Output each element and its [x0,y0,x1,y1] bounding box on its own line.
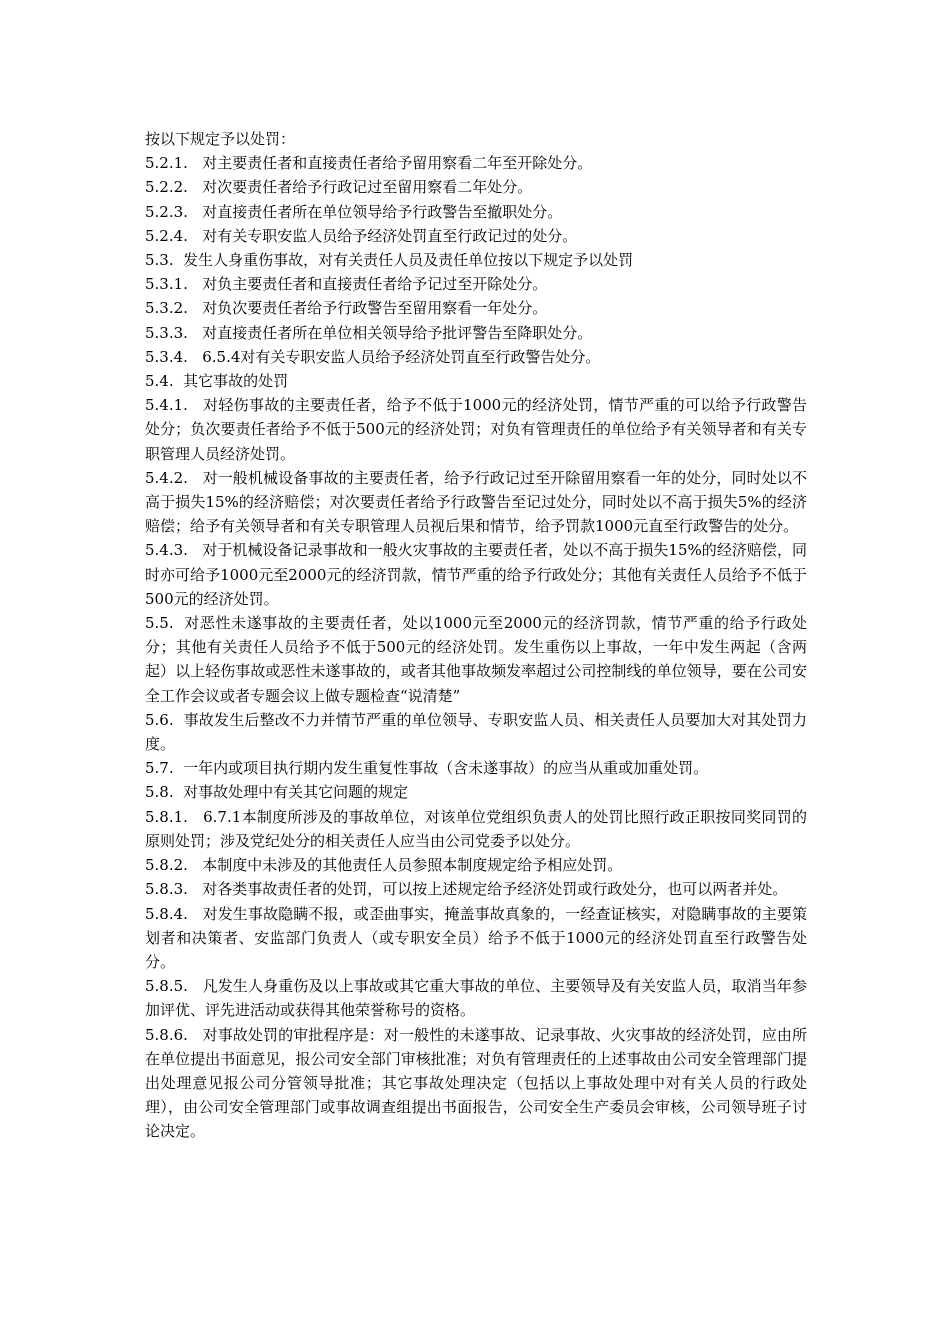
paragraph-5-2-4: 5.2.4. 对有关专职安监人员给予经济处罚直至行政记过的处分。 [145,226,578,245]
paragraph-5-8-3: 5.8.3. 对各类事故责任者的处罚，可以按上述规定给予经济处罚或行政处分，也可以两者并处。 [145,880,788,899]
paragraph-5-6: 5.6. 事故发生后整改不力并情节严重的单位领导、专职安监人员、相关责任人员要加大对其处罚力度。 [145,710,807,754]
paragraph-5-8-5: 5.8.5. 凡发生人身重伤及以上事故或其它重大事故的单位、主要领导及有关安监人员，取消当年参加评优、评先进活动或获得其他荣誉称号的资格。 [145,977,807,1020]
paragraph-5-8-2: 5.8.2. 本制度中未涉及的其他责任人员参照本制度规定给予相应处罚。 [145,856,623,875]
paragraph-5-8-6: 5.8.6. 对事故处罚的审批程序是：对一般性的未遂事故、记录事故、火灾事故的经济处罚，应由所在单位提出书面意见，报公司安全部门审核批准；对负有管理责任的上述事故由公司安全管理部门提出处理意见报公司分管领导批准；其它事故处理决定（包括以上事故处理中对有关人员的行政处理），由公司安全管理部门或事故调查组提出书面报告，公司安全生产委员会审核，公司领导班子讨论决定。 [145,1025,807,1141]
paragraph-5-4-1: 5.4.1. 对轻伤事故的主要责任者，给予不低于1000元的经济处罚，情节严重的可以给予行政警告处分；负次要责任者给予不低于500元的经济处罚；对负有管理责任的单位给予有关领导者和有关专职管理人员经济处罚。 [145,396,807,463]
paragraph-5-5: 5.5. 对恶性未遂事故的主要责任者，处以1000元至2000元的经济罚款，情节严重的给予行政处分；其他有关责任人员给予不低于500元的经济处罚。发生重伤以上事故，一年中发生两起（含两起）以上轻伤事故或恶性未遂事故的，或者其他事故频发率超过公司控制线的单位领导，要在公司安全工作会议或者专题会议上做专题检查“说清楚” [145,614,807,705]
paragraph-5-4: 5.4. 其它事故的处罚 [145,372,289,391]
paragraph-5-2-1: 5.2.1. 对主要责任者和直接责任者给予留用察看二年至开除处分。 [145,154,593,173]
paragraph-5-8-4: 5.8.4. 对发生事故隐瞒不报，或歪曲事实，掩盖事故真象的，一经查证核实，对隐瞒事故的主要策划者和决策者、安监部门负责人（或专职安全员）给予不低于1000元的经济处罚直至行政警告处分。 [145,904,807,971]
paragraph-5-7: 5.7. 一年内或项目执行期内发生重复性事故（含未遂事故）的应当从重或加重处罚。 [145,759,709,778]
paragraph-5-8-1: 5.8.1. 6.7.1本制度所涉及的事故单位，对该单位党组织负责人的处罚比照行政正职按同奖同罚的原则处罚；涉及党纪处分的相关责任人应当由公司党委予以处分。 [145,807,807,850]
paragraph-5-8: 5.8. 对事故处理中有关其它问题的规定 [145,783,409,802]
paragraph-5-2-3: 5.2.3. 对直接责任者所在单位领导给予行政警告至撤职处分。 [145,202,563,221]
paragraph-intro: 按以下规定予以处罚： [145,130,296,148]
paragraph-5-3-1: 5.3.1. 对负主要责任者和直接责任者给予记过至开除处分。 [145,275,548,294]
paragraph-5-3-3: 5.3.3. 对直接责任者所在单位相关领导给予批评警告至降职处分。 [145,323,593,342]
paragraph-5-4-2: 5.4.2. 对一般机械设备事故的主要责任者，给予行政记过至开除留用察看一年的处分，同时处以不高于损失15%的经济赔偿；对次要责任者给予行政警告至记过处分，同时处以不高于损失5%的经济赔偿；给予有关领导者和有关专职管理人员视后果和情节，给予罚款1000元直至行政警告的处分。 [145,468,807,536]
paragraph-5-3-2: 5.3.2. 对负次要责任者给予行政警告至留用察看一年处分。 [145,299,548,318]
paragraph-5-2-2: 5.2.2. 对次要责任者给予行政记过至留用察看二年处分。 [145,178,533,197]
paragraph-5-4-3: 5.4.3. 对于机械设备记录事故和一般火灾事故的主要责任者，处以不高于损失15%的经济赔偿，同时亦可给予1000元至2000元的经济罚款，情节严重的给予行政处分；其他有关责任人员给予不低于500元的经济处罚。 [145,541,807,608]
paragraph-5-3: 5.3. 发生人身重伤事故，对有关责任人员及责任单位按以下规定予以处罚 [145,251,634,270]
document-body [145,127,807,1144]
paragraph-5-3-4: 5.3.4. 6.5.4对有关专职安监人员给予经济处罚直至行政警告处分。 [145,347,601,366]
